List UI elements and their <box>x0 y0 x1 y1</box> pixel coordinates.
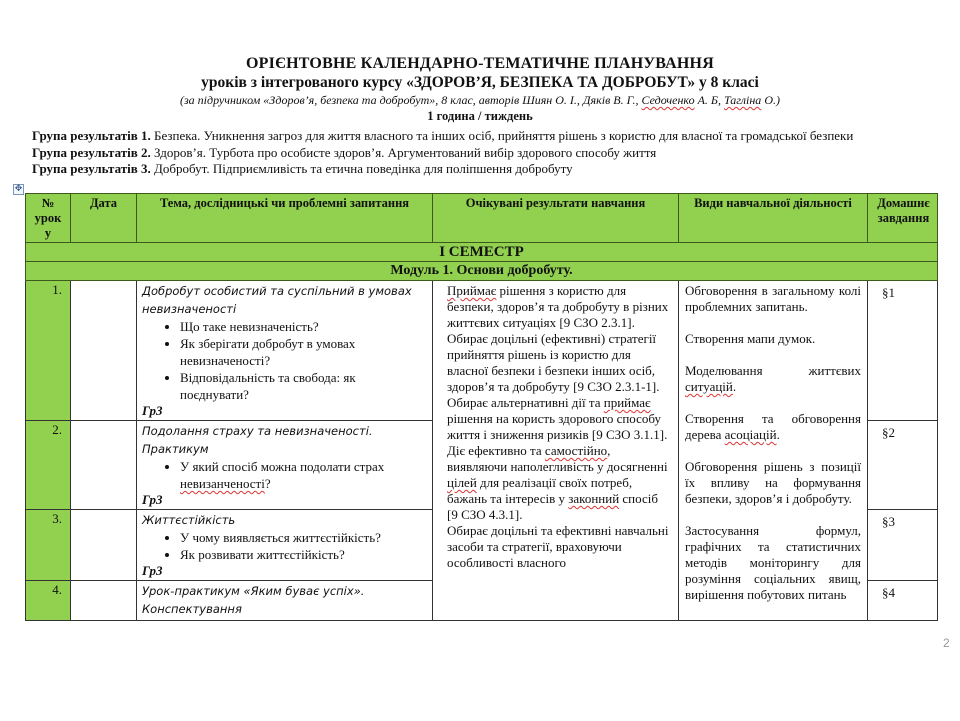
result-group-label: Група результатів 2. <box>32 144 151 160</box>
topic-subtitle: Конспектування <box>142 602 242 616</box>
lesson-topic <box>137 281 433 421</box>
activity-text: Моделювання життєвих <box>685 363 861 378</box>
activities-cell <box>679 281 868 661</box>
result-text: Обирає доцільні та ефективні навчальні засоби та стратегії, враховуючи особливості власного <box>447 523 669 570</box>
result-item <box>447 395 672 443</box>
topic-title: Добробут особистий та суспільний в умовах невизначеності <box>142 284 412 316</box>
col-header-topic: Тема, дослідницькі чи проблемні запитання <box>137 194 433 243</box>
result-item <box>447 523 672 571</box>
lesson-topic <box>137 421 433 510</box>
col-header-expected-results: Очікувані результати навчання <box>433 194 679 243</box>
result-group-tag: Гр3 <box>142 563 163 578</box>
module-row <box>26 262 938 281</box>
table-header-row <box>26 194 938 243</box>
lesson-date-cell[interactable] <box>71 510 137 581</box>
result-text: Діє ефективно та <box>447 443 545 458</box>
question-item: • Що таке невизначеність? <box>180 318 427 335</box>
topic-title: Подолання страху та невизначеності. <box>142 424 373 438</box>
result-group-text: Добробут. Підприємливість та етична поведінка для поліпшення добробуту <box>150 161 573 176</box>
result-group-tag: Гр3 <box>142 492 163 507</box>
author-name: Седоченко <box>641 93 695 107</box>
textbook-reference-text: А. Б, <box>694 93 725 107</box>
textbook-reference-text: (за підручником «Здоров’я, безпека та добробут», 8 клас, авторів Шиян О. І., Дяків В. Г., <box>180 93 642 107</box>
lesson-number: 4. <box>26 581 71 661</box>
result-text: Обирає доцільні (ефективні) стратегії прийняття рішень із користю для власної безпеки і безпеки інших осіб, здоров’я та добробуту [9 СЗО 2.3.1-1]. <box>447 331 660 394</box>
homework-cell: §1 <box>868 281 938 421</box>
activity-text: . <box>776 427 780 442</box>
col-header-date: Дата <box>71 194 137 243</box>
question-list <box>142 529 427 563</box>
activity-item: Обговорення в загальному колі проблемних запитань. <box>685 283 861 314</box>
lesson-number: 1. <box>26 281 71 421</box>
lesson-date-cell[interactable] <box>71 421 137 510</box>
result-group-text: Безпека. Уникнення загроз для життя власного та інших осіб, прийняття рішень з користю для власної та громадської безпеки <box>150 128 854 143</box>
result-word: законний <box>568 491 620 506</box>
lesson-number: 3. <box>26 510 71 581</box>
result-text: , виявляючи наполегливість у досягненні <box>447 443 668 474</box>
result-item <box>447 283 672 331</box>
activity-item <box>685 363 861 395</box>
activity-item: Створення мапи думок. <box>685 331 816 346</box>
table-row <box>26 281 938 421</box>
result-group-label: Група результатів 1. <box>32 128 151 143</box>
author-name: Тагліна <box>724 93 762 107</box>
textbook-reference-text: О.) <box>761 93 780 107</box>
result-word: самостійно <box>544 443 608 458</box>
lesson-topic <box>137 510 433 581</box>
col-header-homework: Домашнє завдання <box>868 194 938 243</box>
col-header-lesson-number: № урок у <box>26 194 71 243</box>
result-groups <box>32 128 853 178</box>
result-text: рішення на користь здорового способу життя і зниження ризиків [9 СЗО 3.1.1]. <box>447 411 668 442</box>
result-group-3 <box>32 161 853 178</box>
result-text: для реалізації своїх потреб, бажань та інтересів у <box>447 475 633 506</box>
result-text: рішення з користю для безпеки, здоров’я та добробуту в різних життєвих ситуаціях [9 СЗО 2.3.1]. <box>447 283 669 330</box>
homework-cell: §4 <box>868 581 938 661</box>
page-number: 2 <box>943 636 950 650</box>
activity-word: асоціацій <box>724 427 777 442</box>
planning-table <box>25 193 938 661</box>
result-group-2 <box>32 145 853 162</box>
question-text: ? <box>264 476 271 491</box>
result-item <box>447 331 672 395</box>
result-group-1 <box>32 128 853 145</box>
result-word: Приймає <box>447 283 497 298</box>
activity-text: Створення та обговорення дерева <box>685 411 861 442</box>
document-header <box>0 54 960 124</box>
result-text: Обирає альтернативні дії та <box>447 395 604 410</box>
lesson-number: 2. <box>26 421 71 510</box>
activity-text: . <box>732 379 737 394</box>
question-item: • Як розвивати життєстійкість? <box>180 546 427 563</box>
result-item <box>447 443 672 523</box>
result-group-text: Здоров’я. Турбота про особисте здоров’я. Аргументований вибір здорового способу життя <box>150 144 657 160</box>
semester-label: І СЕМЕСТР <box>26 243 938 262</box>
question-item: • У чому виявляється життєстійкість? <box>180 529 427 546</box>
hours-per-week: 1 година / тиждень <box>427 109 533 123</box>
question-item: • Відповідальність та свобода: як поєднувати? <box>180 369 427 403</box>
activity-item <box>685 411 861 443</box>
expected-results-cell <box>433 281 679 661</box>
module-label: Модуль 1. Основи добробуту. <box>26 262 938 281</box>
table-move-handle-icon[interactable]: ✥ <box>14 184 23 194</box>
topic-subtitle: Практикум <box>142 442 209 456</box>
question-text: У який спосіб можна подолати страх <box>180 459 385 474</box>
result-group-tag: Гр3 <box>142 403 163 418</box>
question-item: • Як зберігати добробут в умовах невизначеності? <box>180 335 427 369</box>
question-word: невизанченості <box>180 476 265 491</box>
semester-row <box>26 243 938 262</box>
col-header-activities: Види навчальної діяльності <box>679 194 868 243</box>
activity-item: Обговорення рішень з позиції їх впливу на формування безпеки, здоров’я і добробуту. <box>685 459 861 506</box>
topic-title: Урок-практикум «Яким буває успіх». <box>142 584 365 598</box>
question-list <box>142 318 427 403</box>
question-item <box>180 458 427 492</box>
result-word: приймає <box>603 395 651 410</box>
table-bottom-border <box>25 620 938 621</box>
document-title: ОРІЄНТОВНЕ КАЛЕНДАРНО-ТЕМАТИЧНЕ ПЛАНУВАННЯ <box>246 55 714 72</box>
homework-cell: §3 <box>868 510 938 581</box>
page-clip <box>25 621 939 721</box>
lesson-date-cell[interactable] <box>71 281 137 421</box>
activity-word: ситуацій <box>685 379 733 394</box>
activity-item: Застосування формул, графічних та статистичних методів моніторингу для розуміння соціальних явищ, вирішення побутових питань <box>685 523 861 602</box>
document-subtitle: уроків з інтегрованого курсу «ЗДОРОВ’Я, БЕЗПЕКА ТА ДОБРОБУТ» у 8 класі <box>201 74 759 91</box>
result-word: цілей <box>447 475 477 490</box>
result-text: спосіб [9 СЗО 4.3.1]. <box>447 491 658 522</box>
question-list <box>142 458 427 492</box>
topic-title: Життєстійкість <box>142 513 236 527</box>
homework-cell: §2 <box>868 421 938 510</box>
textbook-reference <box>0 92 960 109</box>
result-group-label: Група результатів 3. <box>32 161 151 176</box>
